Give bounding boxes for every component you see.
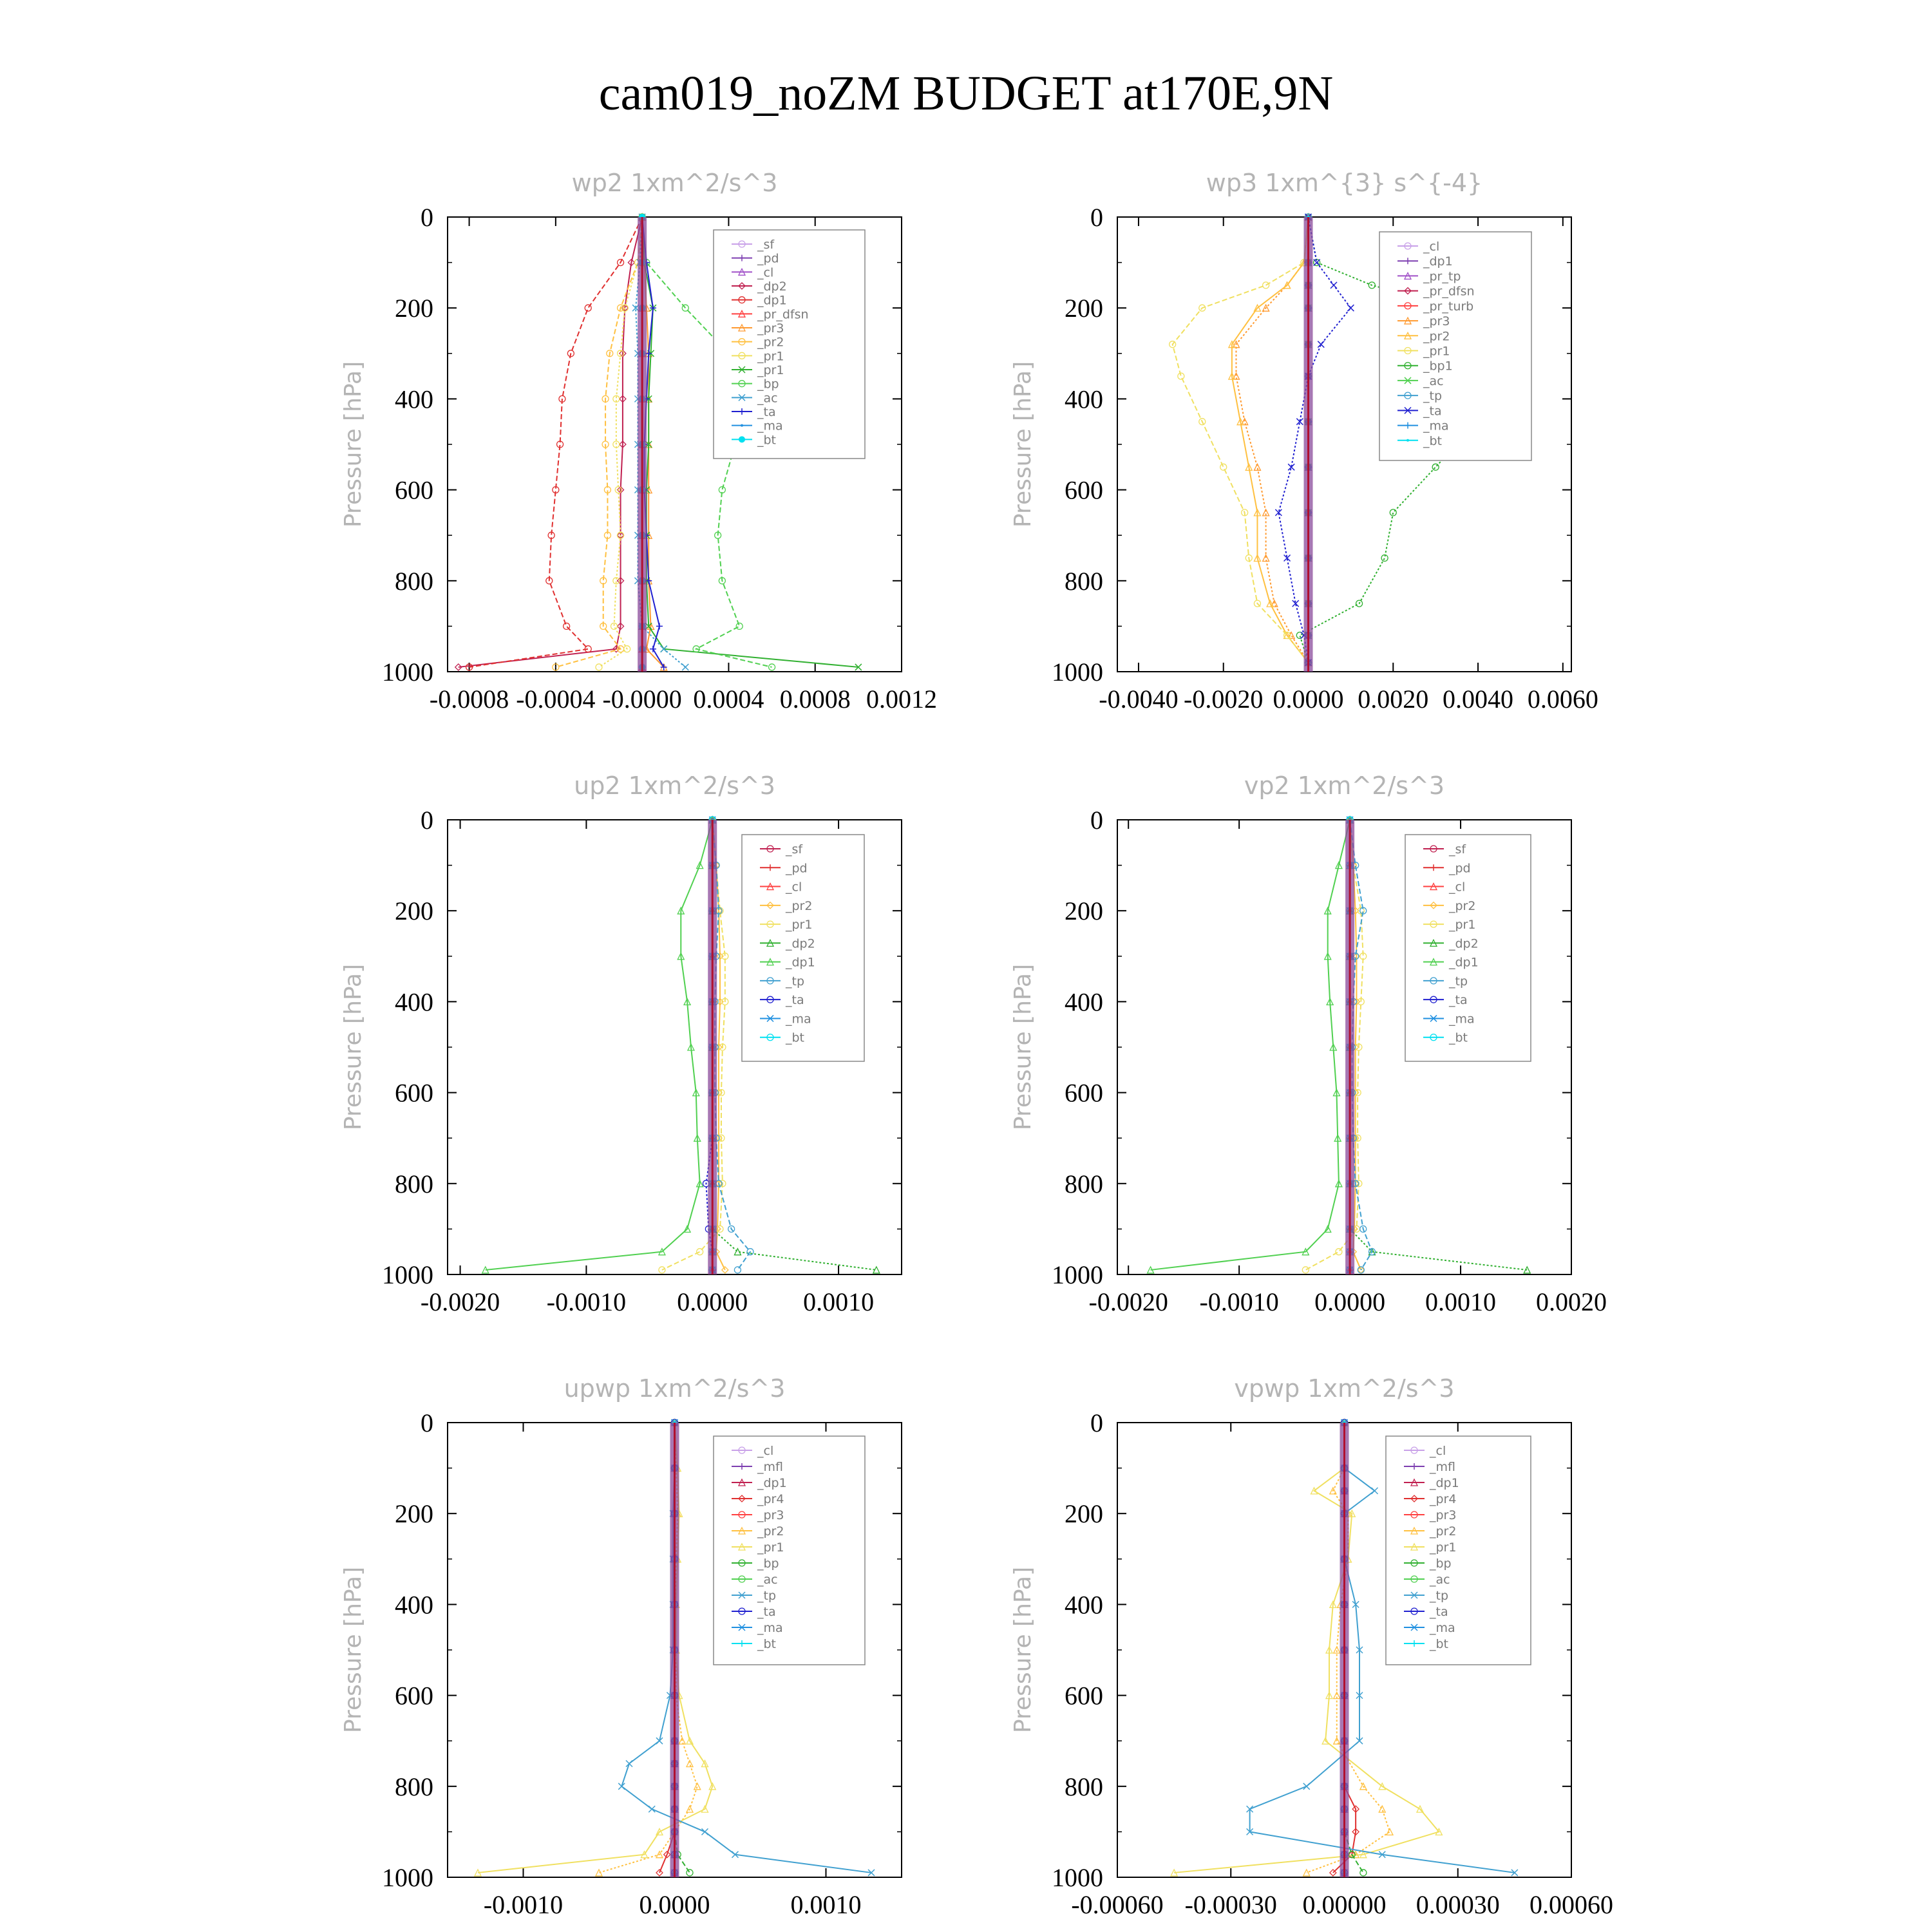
y-tick-label: 200: [1065, 1499, 1103, 1529]
data-point: [649, 1806, 655, 1812]
data-point: [682, 664, 688, 670]
legend-label: _ma: [757, 419, 783, 433]
legend-label: _pr_tp: [1423, 269, 1461, 284]
data-point: [1360, 1870, 1367, 1876]
series-dp2: [455, 214, 645, 670]
panel-title: vpwp 1xm^2/s^3: [1234, 1374, 1455, 1403]
x-tick-label: -0.0008: [429, 685, 509, 714]
data-point: [1379, 1806, 1385, 1812]
legend-box: [1386, 1436, 1531, 1665]
legend-label: _pd: [757, 251, 779, 266]
legend-label: _pr1: [757, 363, 784, 377]
y-tick-label: 0: [421, 1408, 433, 1437]
x-tick-label: 0.00000: [1302, 1890, 1387, 1919]
legend-label: _ta: [1430, 1605, 1448, 1619]
legend-box: [1379, 232, 1531, 460]
data-point: [1336, 1249, 1342, 1255]
legend-label: _pr1: [757, 349, 784, 364]
y-tick-label: 200: [395, 294, 433, 323]
y-tick-label: 600: [1065, 1078, 1103, 1108]
x-tick-label: 0.0008: [779, 685, 851, 714]
legend-label: _tp: [1449, 974, 1468, 989]
y-tick-label: 400: [395, 384, 433, 414]
y-tick-label: 1000: [382, 1863, 433, 1892]
y-tick-label: 400: [1065, 384, 1103, 414]
y-tick-label: 600: [1065, 1681, 1103, 1710]
y-axis-label: Pressure [hPa]: [1010, 1566, 1036, 1734]
legend-label: _sf: [757, 238, 775, 252]
legend: [1405, 835, 1531, 1061]
data-point: [650, 646, 656, 652]
legend-label: _pr_dfsn: [757, 307, 809, 322]
y-tick-label: 800: [1065, 1169, 1103, 1198]
legend-label: _ma: [757, 1621, 783, 1635]
legend-label: _bt: [1423, 433, 1443, 448]
legend-label: _ac: [1430, 1573, 1450, 1587]
y-tick-label: 200: [395, 1499, 433, 1529]
y-tick-label: 1000: [382, 1260, 433, 1289]
y-tick-label: 0: [1090, 806, 1103, 835]
x-tick-label: 0.0060: [1527, 685, 1598, 714]
legend-label: _bt: [786, 1030, 805, 1045]
y-tick-label: 1000: [1052, 1260, 1103, 1289]
data-point: [1302, 1267, 1309, 1273]
x-tick-label: 0.0040: [1443, 685, 1514, 714]
legend-label: _ta: [757, 405, 776, 419]
legend-label: _pr2: [1449, 898, 1476, 913]
y-axis-label: Pressure [hPa]: [340, 1566, 366, 1734]
legend-label: _cl: [757, 1444, 774, 1458]
legend-label: _cl: [1449, 880, 1466, 895]
series-line: [599, 1423, 697, 1873]
legend-label: _pr3: [757, 1508, 784, 1522]
y-tick-label: 400: [395, 1590, 433, 1620]
legend-label: _ta: [1423, 404, 1442, 419]
series-line: [1236, 217, 1308, 663]
legend: [1386, 1436, 1531, 1665]
y-tick-label: 1000: [1052, 658, 1103, 687]
legend-label: _ac: [1423, 374, 1444, 388]
series-pr2: [553, 214, 645, 670]
series-dp1: [482, 817, 716, 1273]
series-pr2: [596, 1419, 701, 1876]
data-point: [736, 623, 743, 629]
legend-label: _bp: [1430, 1557, 1452, 1571]
x-tick-label: -0.0040: [1099, 685, 1179, 714]
y-tick-label: 200: [1065, 294, 1103, 323]
legend-label: _ta: [786, 993, 804, 1008]
y-tick-label: 800: [1065, 566, 1103, 596]
data-point: [1387, 1828, 1393, 1835]
data-point: [1390, 509, 1396, 516]
legend-label: _mfl: [757, 1460, 783, 1474]
legend-label: _cl: [1423, 240, 1440, 254]
legend-label: _pd: [1449, 861, 1471, 876]
data-point: [1347, 305, 1354, 311]
legend-label: _mfl: [1430, 1460, 1455, 1474]
data-point: [626, 1761, 632, 1767]
x-tick-label: -0.00060: [1071, 1890, 1164, 1919]
series-pr3: [1233, 214, 1311, 666]
legend: [742, 835, 864, 1061]
legend-label: _pr1: [1430, 1540, 1457, 1555]
panel-6: [1010, 1374, 1613, 1919]
data-point: [734, 1267, 741, 1273]
legend-label: _bt: [1449, 1030, 1468, 1045]
y-tick-label: 800: [395, 1772, 433, 1801]
y-tick-label: 0: [421, 203, 433, 232]
data-point: [687, 1870, 693, 1876]
data-point: [596, 1870, 602, 1876]
legend-label: _bt: [757, 433, 777, 448]
legend-label: _dp2: [786, 936, 815, 951]
y-tick-label: 1000: [1052, 1863, 1103, 1892]
panel-title: upwp 1xm^2/s^3: [564, 1374, 786, 1403]
legend-label: _ma: [1423, 419, 1449, 433]
data-point: [687, 1761, 693, 1767]
series-pr2: [1229, 214, 1312, 666]
data-point: [1331, 282, 1337, 289]
x-tick-label: 0.0000: [639, 1890, 710, 1919]
panel-5: [340, 1374, 902, 1919]
y-tick-label: 400: [395, 987, 433, 1017]
data-point: [585, 305, 591, 311]
legend-label: _pr2: [757, 1524, 784, 1539]
legend-label: _pr_turb: [1423, 299, 1474, 314]
y-axis-label: Pressure [hPa]: [1010, 963, 1036, 1131]
legend-label: _bt: [1430, 1637, 1449, 1651]
legend-label: _ta: [1449, 993, 1468, 1008]
legend-label: _ac: [757, 391, 778, 406]
x-tick-label: 0.00060: [1530, 1890, 1613, 1919]
x-tick-label: 0.0020: [1536, 1287, 1607, 1316]
legend-marker: [741, 424, 743, 427]
x-tick-label: 0.00030: [1416, 1890, 1500, 1919]
data-point: [1318, 341, 1324, 348]
legend-label: _dp1: [1423, 254, 1453, 269]
y-tick-label: 400: [1065, 1590, 1103, 1620]
x-tick-label: 0.0004: [693, 685, 764, 714]
legend-label: _tp: [1423, 389, 1443, 404]
panel-4: [1010, 772, 1607, 1316]
x-tick-label: -0.0020: [1088, 1287, 1168, 1316]
y-tick-label: 600: [395, 1681, 433, 1710]
x-tick-label: -0.0000: [602, 685, 682, 714]
data-point: [702, 1828, 708, 1835]
y-axis-label: Pressure [hPa]: [340, 963, 366, 1131]
legend-box: [714, 230, 865, 459]
legend-label: _ma: [1430, 1621, 1455, 1635]
panel-title: vp2 1xm^2/s^3: [1244, 772, 1445, 800]
legend-label: _ma: [786, 1012, 811, 1027]
x-tick-label: -0.0010: [483, 1890, 564, 1919]
data-point: [694, 1783, 701, 1790]
panel-title: up2 1xm^2/s^3: [574, 772, 775, 800]
legend-label: _sf: [786, 842, 803, 857]
legend-label: _pr2: [1430, 1524, 1457, 1539]
legend-label: _dp2: [1449, 936, 1479, 951]
y-tick-label: 400: [1065, 987, 1103, 1017]
panel-2: [1010, 169, 1598, 714]
y-tick-label: 0: [1090, 203, 1103, 232]
y-tick-label: 200: [1065, 896, 1103, 926]
x-tick-label: 0.0000: [1314, 1287, 1386, 1316]
legend-label: _sf: [1449, 842, 1466, 857]
x-tick-label: 0.0000: [677, 1287, 748, 1316]
figure-title: cam019_noZM BUDGET at170E,9N: [598, 66, 1334, 120]
legend-label: _pr1: [786, 918, 813, 933]
x-tick-label: -0.0020: [1184, 685, 1264, 714]
series-line: [556, 217, 642, 667]
series-dp1: [1148, 817, 1354, 1273]
legend-label: _ta: [757, 1605, 776, 1619]
legend-label: _cl: [1430, 1444, 1446, 1458]
panel-title: wp2 1xm^2/s^3: [571, 169, 778, 197]
legend: [714, 1436, 865, 1665]
series-line: [486, 820, 713, 1270]
x-tick-label: -0.0004: [516, 685, 596, 714]
legend-label: _bp1: [1423, 359, 1453, 374]
panel-1: [340, 169, 937, 714]
legend-label: _bp: [757, 1557, 779, 1571]
series-line: [1151, 820, 1350, 1270]
y-tick-label: 800: [395, 1169, 433, 1198]
x-tick-label: 0.0020: [1358, 685, 1429, 714]
legend-label: _dp1: [757, 293, 787, 308]
legend-label: _pr1: [1423, 344, 1450, 359]
panel-title: wp3 1xm^{3} s^{-4}: [1206, 169, 1483, 197]
data-point: [697, 1249, 703, 1255]
y-tick-label: 800: [1065, 1772, 1103, 1801]
y-tick-label: 0: [1090, 1408, 1103, 1437]
legend-label: _ac: [757, 1573, 778, 1587]
legend-label: _dp1: [1430, 1476, 1459, 1490]
legend-label: _pr4: [757, 1492, 784, 1506]
y-tick-label: 0: [421, 806, 433, 835]
legend-label: _cl: [757, 265, 774, 280]
data-point: [618, 1783, 625, 1790]
legend-label: _dp1: [786, 955, 815, 970]
x-tick-label: 0.0010: [803, 1287, 875, 1316]
y-tick-label: 600: [1065, 475, 1103, 505]
legend-label: _dp1: [757, 1476, 787, 1490]
x-tick-label: -0.0010: [546, 1287, 627, 1316]
legend-label: _ma: [1449, 1012, 1475, 1027]
legend-label: _tp: [757, 1589, 777, 1603]
data-point: [1220, 464, 1227, 470]
data-point: [1372, 1488, 1378, 1494]
data-point: [1303, 1783, 1310, 1790]
legend-label: _pr3: [757, 321, 784, 336]
legend-label: _tp: [786, 974, 805, 989]
legend-label: _pr_dfsn: [1423, 284, 1475, 299]
y-tick-label: 1000: [382, 658, 433, 687]
legend-label: _dp1: [1449, 955, 1479, 970]
legend-label: _bt: [757, 1637, 777, 1651]
series-line: [1278, 217, 1350, 663]
legend-marker: [739, 436, 745, 442]
legend-label: _cl: [786, 880, 802, 895]
y-tick-label: 200: [395, 896, 433, 926]
series-pr1: [475, 1419, 715, 1876]
legend-label: _pr2: [757, 335, 784, 350]
legend: [714, 230, 865, 459]
x-tick-label: -0.0020: [420, 1287, 500, 1316]
data-point: [1432, 464, 1439, 470]
legend-label: _pr3: [1423, 314, 1450, 329]
legend-label: _pr1: [757, 1540, 784, 1555]
x-tick-label: -0.00030: [1184, 1890, 1277, 1919]
data-point: [656, 623, 663, 629]
panel-3: [340, 772, 902, 1316]
data-point: [564, 623, 570, 629]
y-tick-label: 600: [395, 475, 433, 505]
data-point: [1524, 1267, 1530, 1273]
legend-marker: [1406, 439, 1409, 442]
y-tick-label: 800: [395, 566, 433, 596]
legend-label: _pr2: [786, 898, 813, 913]
x-tick-label: 0.0010: [790, 1890, 862, 1919]
legend-box: [714, 1436, 865, 1665]
legend-label: _pr3: [1430, 1508, 1457, 1522]
y-axis-label: Pressure [hPa]: [340, 361, 366, 528]
legend-label: _tp: [1430, 1589, 1449, 1603]
legend-label: _pr1: [1449, 918, 1476, 933]
legend: [1379, 232, 1531, 460]
x-tick-label: 0.0000: [1273, 685, 1344, 714]
legend-label: _pr2: [1423, 329, 1450, 344]
x-tick-label: 0.0010: [1425, 1287, 1497, 1316]
legend-label: _pd: [786, 861, 808, 876]
y-axis-label: Pressure [hPa]: [1010, 361, 1036, 528]
x-tick-label: 0.0012: [866, 685, 937, 714]
legend-label: _dp2: [757, 279, 787, 294]
series-line: [469, 217, 643, 667]
y-tick-label: 600: [395, 1078, 433, 1108]
legend-label: _pr4: [1430, 1492, 1457, 1506]
x-tick-label: -0.0010: [1199, 1287, 1279, 1316]
series-line: [459, 217, 642, 667]
legend-label: _bp: [757, 377, 779, 392]
